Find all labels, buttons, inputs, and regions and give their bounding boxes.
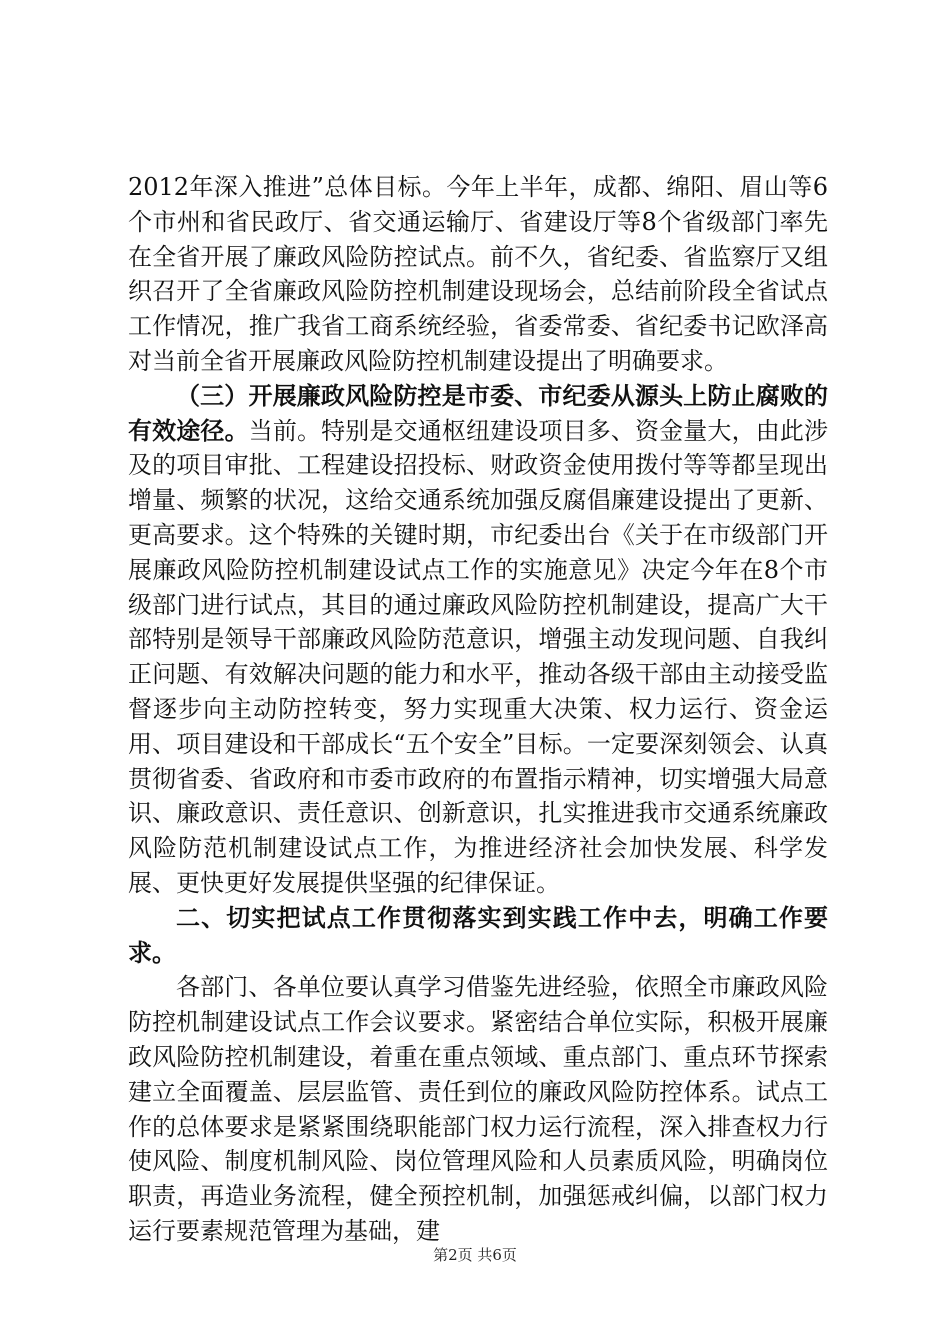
paragraph-2-heading: （三）开展廉政风险防控是市委、市纪委从源头上防止腐败的有效途径。: [128, 380, 828, 445]
page-number-label: 第2页 共6页: [433, 1246, 517, 1264]
document-body: [128, 170, 828, 1249]
page-footer: [0, 1244, 950, 1265]
paragraph-2: [128, 379, 828, 901]
paragraph-1-text: 2012年深入推进”总体目标。今年上半年，成都、绵阳、眉山等6个市州和省民政厅、省交通运输厅、省建设厅等8个省级部门率先在全省开展了廉政风险防控试点。前不久，省纪委、省监察厅又组织召开了全省廉政风险防控机制建设现场会，总结前阶段全省试点工作情况，推广我省工商系统经验，省委常委、省纪委书记欧泽高对当前全省开展廉政风险防控机制建设提出了明确要求。: [128, 173, 828, 375]
paragraph-4: [128, 970, 828, 1248]
paragraph-4-text: 各部门、各单位要认真学习借鉴先进经验，依照全市廉政风险防控机制建设试点工作会议要求。紧密结合单位实际，积极开展廉政风险防控机制建设，着重在重点领域、重点部门、重点环节探索建立全面覆盖、层层监管、责任到位的廉政风险防控体系。试点工作的总体要求是紧紧围绕职能部门权力运行流程，深入排查权力行使风险、制度机制风险、岗位管理风险和人员素质风险，明确岗位职责，再造业务流程，健全预控机制，加强惩戒纠偏，以部门权力运行要素规范管理为基础，建: [128, 973, 828, 1245]
section-heading-2: [128, 901, 828, 971]
section-heading-2-text: 二、切实把试点工作贯彻落实到实践工作中去，明确工作要求。: [128, 902, 828, 967]
paragraph-1: [128, 170, 828, 379]
paragraph-2-text: 当前。特别是交通枢纽建设项目多、资金量大，由此涉及的项目审批、工程建设招投标、财政资金使用拨付等等都呈现出增量、频繁的状况，这给交通系统加强反腐倡廉建设提出了更新、更高要求。这个特殊的关键时期，市纪委出台《关于在市级部门开展廉政风险防控机制建设试点工作的实施意见》决定今年在8个市级部门进行试点，其目的通过廉政风险防控机制建设，提高广大干部特别是领导干部廉政风险防范意识，增强主动发现问题、自我纠正问题、有效解决问题的能力和水平，推动各级干部由主动接受监督逐步向主动防控转变，努力实现重大决策、权力运行、资金运用、项目建设和干部成长“五个安全”目标。一定要深刻领会、认真贯彻省委、省政府和市委市政府的布置指示精神，切实增强大局意识、廉政意识、责任意识、创新意识，扎实推进我市交通系统廉政风险防范机制建设试点工作，为推进经济社会加快发展、科学发展、更快更好发展提供坚强的纪律保证。: [128, 416, 829, 897]
